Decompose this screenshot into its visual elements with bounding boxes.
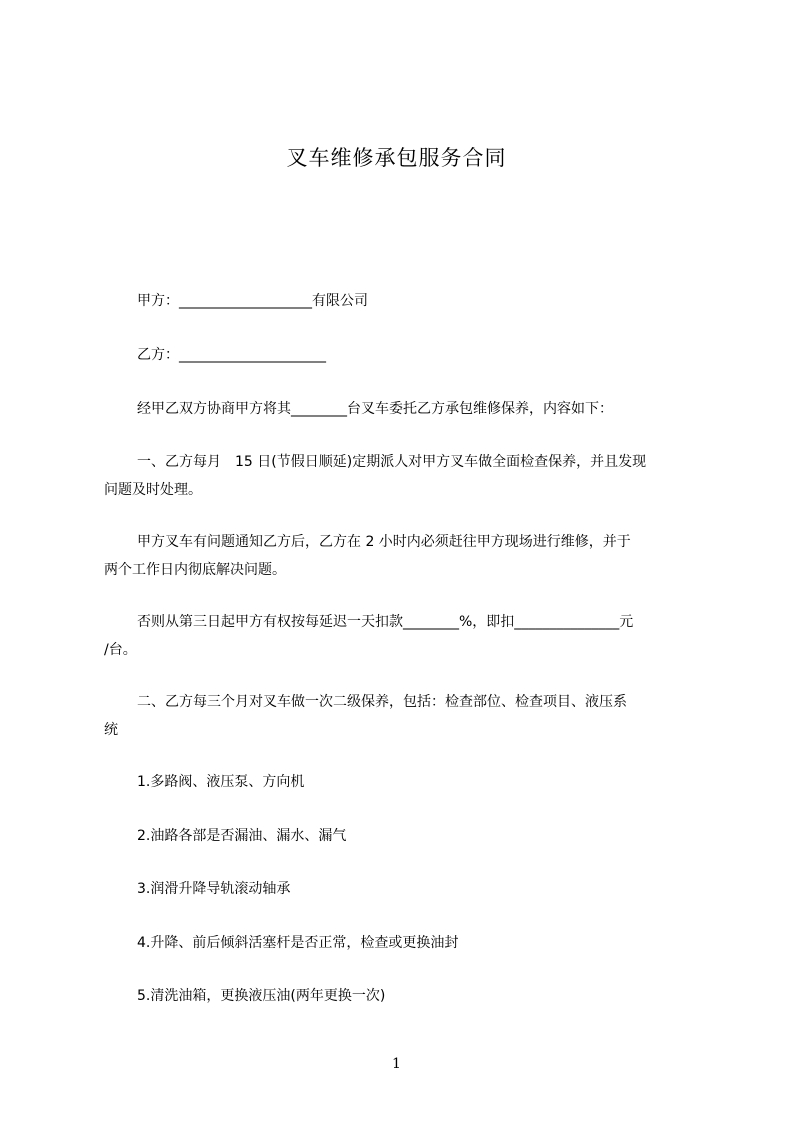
party-b-line: 乙方：_____________________ xyxy=(137,347,326,363)
notice-line-1: 甲方叉车有问题通知乙方后，乙方在 2 小时内必须赶往甲方现场进行维修，并于 xyxy=(137,534,631,550)
clause-2-paragraph xyxy=(104,688,704,744)
page-number: 1 xyxy=(392,1056,401,1072)
intro-paragraph: 经甲乙双方协商甲方将其________台叉车委托乙方承包维修保养，内容如下： xyxy=(137,401,613,417)
penalty-line-1: 否则从第三日起甲方有权按每延迟一天扣款________%，即扣_______________元 xyxy=(137,614,634,630)
list-item: 3.润滑升降导轨滚动轴承 xyxy=(137,881,291,897)
party-a-line: 甲方：___________________有限公司 xyxy=(137,293,368,309)
notice-paragraph xyxy=(104,528,704,584)
clause-2-line-2: 统 xyxy=(104,722,118,738)
clause-2-line-1: 二、乙方每三个月对叉车做一次二级保养，包括：检查部位、检查项目、液压系 xyxy=(137,694,627,710)
list-item: 1.多路阀、液压泵、方向机 xyxy=(137,774,305,790)
clause-1-line-1: 一、乙方每月 15 日(节假日顺延)定期派人对甲方叉车做全面检查保养，并且发现 xyxy=(137,454,647,470)
list-item: 2.油路各部是否漏油、漏水、漏气 xyxy=(137,828,347,844)
document-title: 叉车维修承包服务合同 xyxy=(286,146,507,170)
list-item: 4.升降、前后倾斜活塞杆是否正常，检查或更换油封 xyxy=(137,935,459,951)
penalty-line-2: /台。 xyxy=(104,642,137,658)
clause-1-line-2: 问题及时处理。 xyxy=(104,482,202,498)
penalty-paragraph xyxy=(104,608,704,664)
clause-1-paragraph xyxy=(104,448,704,504)
list-item: 5.清洗油箱，更换液压油(两年更换一次) xyxy=(137,988,386,1004)
notice-line-2: 两个工作日内彻底解决问题。 xyxy=(104,562,286,578)
